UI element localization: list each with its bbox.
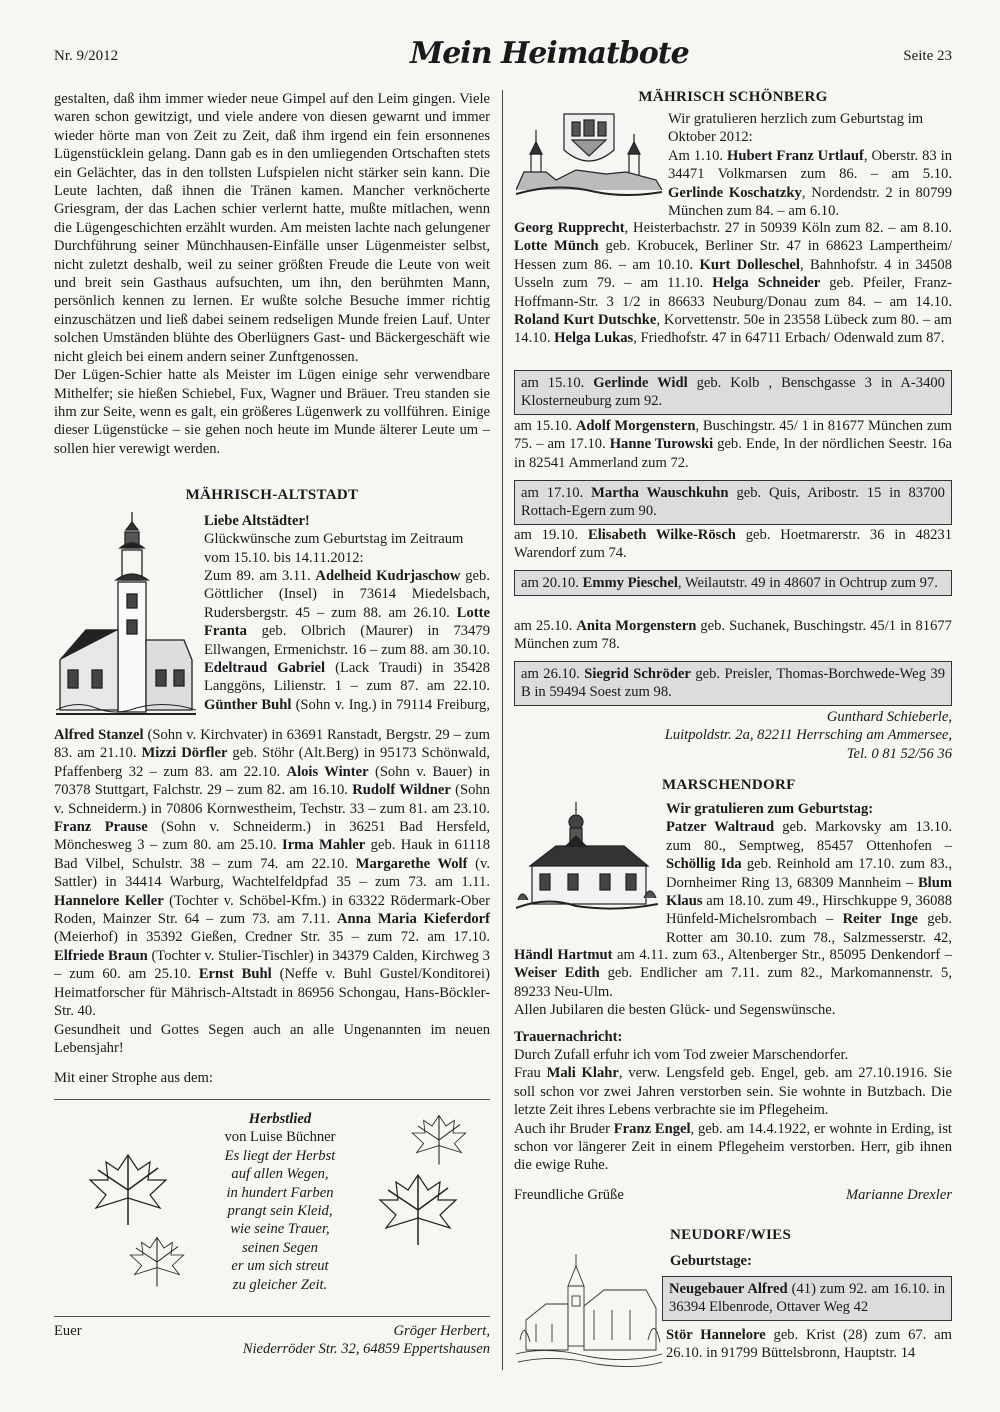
person-name: Emmy Pieschel	[582, 575, 678, 591]
altstadt-intro-line1: Glückwünsche zum Geburtstag im Zeitraum	[204, 531, 464, 548]
entry-date: Zum 89. am 3.11.	[204, 568, 311, 584]
schoenberg-paragraph	[514, 417, 952, 472]
entry-text: geb. Suchanek, Buschingstr. 45/1 in 81677 München zum 78.	[514, 618, 952, 653]
entry-text: (Sohn v. Schneiderm.) in 36251 Bad Hersfeld, Mönchesweg 3 – zum 80. am 25.10.	[54, 819, 490, 854]
person-name: Adolf Morgenstern	[575, 418, 696, 434]
entry-text: , Oberstr. 83 in 34471 Volkmarsen zum 86. – am 5.10.	[668, 148, 952, 183]
entry-text: (Neffe v. Buhl Gustel/Konditorei) Heimatforscher für Mährisch-Altstadt in 86956 Schongau, Hans-Böckler-Str. 40.	[54, 966, 490, 1020]
poem-author: von Luise Büchner	[224, 1129, 336, 1146]
person-name: Mali Klahr	[546, 1065, 619, 1082]
entry-text: geb. Göttlicher (Insel) in 73614 Miedelsbach, Rudersbergstr. 45 – zum 88. am 26.10.	[204, 568, 490, 621]
schoenberg-intro	[668, 110, 952, 147]
entry-text: (Lack Traudi) in 35428 Langgöns, Lilienstr. 1 – zum 87. am 22.10.	[204, 660, 490, 695]
schoenberg-intro-line1: Wir gratulieren herzlich zum Geburtstag im	[668, 111, 924, 127]
entry-date: am 15.10.	[514, 418, 573, 434]
poem-block	[200, 1110, 360, 1294]
trauer-greeting: Freundliche Grüße	[514, 1187, 624, 1203]
entry-text: (Meierhof) in 35392 Gießen, Credner Str. 35 – zum 72. am 17.10.	[54, 929, 490, 946]
altstadt-list-narrow	[204, 567, 490, 715]
person-name: Elfriede Braun	[54, 947, 148, 964]
entry-date: am 26.10.	[521, 666, 580, 682]
altstadt-salutation: Liebe Altstädter!	[204, 513, 310, 529]
section-title-marschendorf: MARSCHENDORF	[662, 777, 796, 793]
neudorf-entry	[666, 1326, 952, 1363]
person-name: Mizzi Dörfler	[141, 745, 228, 762]
entry-text: am 18.10. zum 49., Hirschkuppe 9, 36088 Hünfeld-Michelsrombach –	[666, 893, 952, 928]
entry-text: geb. Pfeiler, Franz-Hoffmann-Str. 3 1/2 in 86633 Neuburg/Donau zum 84. – am 14.10.	[514, 275, 952, 310]
entry-text: geb. Krobucek, Berliner Str. 47 in 68623 Lampertheim/ Hessen zum 86. – am 10.10.	[514, 238, 953, 273]
schoenberg-town-illustration	[516, 110, 662, 196]
poem-line: zu gleicher Zeit.	[232, 1276, 328, 1293]
person-name: Stör Hannelore	[666, 1327, 766, 1343]
person-name: Hanne Turowski	[609, 436, 714, 453]
entry-text: (Tochter v. Schöbel-Kfm.) in 63322 Rödermark-Ober Roden, Mainzer Str. 64 – zum 73. am 7.11.	[54, 892, 490, 928]
story-paragraph-2: Der Lügen-Schier hatte als Meister im Lügen einige sehr verwendbare Mithelfer; sie hießen Schiebel, Fux, Wagner und Bräuer. Treu standen sie ihm zur Seite, wenn es galt, ein größeres Lügenwerk zu vollführen. Einige dieser Lügenstücke – sie gehen noch heute im Munde älterer Leute um – sollen hier verewigt werden.	[54, 367, 490, 457]
entry-text: , Korvettenstr. 50e in 23558 Lübeck zum 80. – am 14.10.	[514, 312, 952, 347]
person-name: Adelheid Kudrjaschow	[315, 568, 461, 584]
altstadt-list-wide	[54, 726, 490, 1088]
person-name: Anita Morgenstern	[576, 618, 697, 634]
schoenberg-paragraph	[514, 526, 952, 563]
altstadt-greeting	[204, 512, 490, 567]
entry-text: geb. Reinhold am 17.10. zum 83., Dornheimer Ring 13, 68309 Mannheim –	[666, 856, 952, 891]
sign-off-address: Niederröder Str. 32, 64859 Eppertshausen	[242, 1341, 490, 1357]
poem-line: auf allen Wegen,	[231, 1166, 329, 1183]
entry-text: geb. Hoetmarerstr. 36 in 48231 Warendorf zum 74.	[514, 527, 953, 562]
highlight-box	[514, 661, 952, 706]
person-name: Hubert Franz Urtlauf	[727, 148, 864, 164]
entry-text: geb. Stöhr (Alt.Berg) in 95173 Schönwald, Pfaffenberg 32 – zum 83. am 22.10.	[54, 745, 491, 780]
trauer-text: , verw. Lengsfeld geb. Engel, geb. am 27.10.1916. Sie soll schon vor zwei Jahren verstorben sein. Sie wohnte in Butzbach. Die letzte Zeit ihres Lebens verbrachte sie im Pflegeheim.	[514, 1065, 952, 1119]
trauer-title: Trauernachricht:	[514, 1028, 623, 1045]
entry-text: geb. Endlicher am 7.11. zum 82., Markomannenstr. 5, 89233 Neu-Ulm.	[514, 965, 952, 1000]
entry-text: (Tochter v. Stulier-Tischler) in 34379 Calden, Kirchweg 3 – zum 60. am 25.10.	[54, 947, 490, 983]
entry-text: , Nordendstr. 2 in 80799 München zum 84. – am 6.10.	[668, 184, 952, 220]
entry-text: , Weilautstr. 49 in 48607 in Ochtrup zum 97.	[677, 575, 938, 591]
poem-bottom-rule	[54, 1316, 490, 1317]
person-name: Edeltraud Gabriel	[204, 660, 326, 677]
poem-line: in hundert Farben	[226, 1184, 334, 1201]
story-paragraph-1: gestalten, daß ihm immer wieder neue Gimpel auf den Leim gingen. Viele waren schon gewitzigt, und viele andere von diesen gewarnt und immer wieder hörte man von Zeit zu Zeit, daß ihm irgend ein fein ersonnenes Lügenstücklein gelang. Dann gab es in den umliegenden Ortschaften stets ein Gelächter, das in den tollsten Lufspielen nicht stärker sein kann. Die Leute lachten, daß ihnen die Tränen kamen. Mancher verknöcherte Griesgram, der das Lachen schier verlernt hatte, mußte mitlachen, wenn die Lügengeschichten erzählt wurden. Am meisten lachte nach gelungener Durchführung seiner Münchhausen-Einfälle unser Lügenmeister selbst, nicht zuletzt deshalb, weil zu seiner größten Freude die Leute von weit und breit sein Gasthaus aufsuchten, um ihn, den berühmten Mann, persönlich kennen zu lernen. Er wußte solche Besuche immer richtig einzuschätzen und ließ dabei seinem redseligen Munde freien Lauf. Unter solchen Umständen blühte des Oberlügners Gast- und Bäckergeschäft wie nicht gleich bei einem andern seiner Zunftgenossen.	[54, 91, 490, 365]
newspaper-logo: Mein Heimatbote	[410, 36, 689, 71]
leaf-icon	[78, 1150, 178, 1230]
signature-phone: Tel. 0 81 52/56 36	[846, 745, 952, 762]
neudorf-subtitle: Geburtstage:	[670, 1253, 752, 1270]
person-name: Patzer Waltraud	[666, 819, 775, 836]
schoenberg-signature	[514, 708, 952, 763]
person-name: Anna Maria Kieferdorf	[337, 911, 490, 928]
poem-line: seinen Segen	[242, 1239, 318, 1256]
poem-line: Es liegt der Herbst	[224, 1147, 336, 1164]
leaf-icon	[404, 1110, 474, 1170]
schoenberg-paragraph	[514, 617, 952, 654]
entry-date: am 19.10.	[514, 527, 579, 543]
person-name: Lotte Franta	[204, 604, 490, 640]
entry-text: geb. Krist (28) zum 67. am 26.10. in 91799 Büttelsbronn, Hauptstr. 14	[666, 1327, 952, 1362]
entry-text: (Sohn v. Schneiderm.) in 70806 Kornwestheim, Techstr. 33 – zum 81. am 23.10.	[54, 782, 490, 817]
story-continuation	[54, 90, 490, 458]
church-marschendorf-illustration	[516, 800, 658, 912]
church-altstadt-illustration	[56, 510, 196, 722]
trauer-text: , geb. am 14.4.1922, er wohnte in Erding, ist schon vor längerer Zeit in einem Pflegeheim verstorben. Herr, gib ihnen die ewige Ruhe.	[514, 1120, 952, 1174]
entry-text: geb. Kolb , Benschgasse 3 in A-3400 Klosterneuburg zum 92.	[521, 375, 945, 410]
section-altstadt	[54, 486, 490, 504]
trauer-prefix: Auch ihr Bruder	[514, 1120, 610, 1137]
person-name: Günther Buhl	[204, 696, 292, 713]
person-name: Roland Kurt Dutschke	[514, 312, 657, 329]
entry-date: am 15.10.	[521, 375, 585, 391]
person-name: Helga Lukas	[554, 330, 634, 347]
section-title-altstadt: MÄHRISCH-ALTSTADT	[185, 487, 359, 503]
trauer-prefix: Frau	[514, 1065, 541, 1082]
entry-text: geb. Preisler, Thomas-Borchwede-Weg 39 B in 59494 Soest zum 98.	[521, 666, 945, 701]
poem-line: wie seine Trauer,	[230, 1221, 330, 1238]
person-name: Händl Hartmut	[514, 947, 613, 963]
entry-text: , Buschingstr. 45/ 1 in 81677 München zum 75. – am 17.10.	[514, 418, 952, 453]
altstadt-closing: Gesundheit und Gottes Segen auch an alle Ungenannten im neuen Lebensjahr!	[54, 1021, 490, 1056]
person-name: Helga Schneider	[712, 275, 821, 292]
person-name: Hannelore Keller	[54, 892, 164, 909]
sign-off-left: Euer	[54, 1323, 82, 1339]
person-name: Ernst Buhl	[198, 966, 272, 983]
entry-text: (Sohn v. Ing.) in 79114 Freiburg,	[295, 696, 490, 713]
poem-line: er um sich streut	[231, 1258, 329, 1275]
schoenberg-list-narrow	[668, 147, 952, 221]
section-marschendorf-title	[662, 776, 952, 794]
person-name: Alois Winter	[286, 763, 369, 780]
section-title-schoenberg: MÄHRISCH SCHÖNBERG	[638, 89, 828, 105]
strophe-intro: Mit einer Strophe aus dem:	[54, 1070, 213, 1087]
neudorf-highlight-box	[662, 1276, 952, 1321]
signature-address: Luitpoldstr. 2a, 82211 Herrsching am Ammersee,	[664, 727, 952, 744]
leaf-icon	[368, 1170, 468, 1250]
person-name: Gerlinde Widl	[593, 375, 688, 391]
entry-text: , Heisterbachstr. 27 in 50939 Köln zum 82. – am 8.10.	[624, 220, 952, 236]
person-name: Elisabeth Wilke-Rösch	[587, 527, 736, 543]
person-name: Alfred Stanzel	[54, 727, 144, 743]
entry-text: geb. Olbrich (Maurer) in 73479 Ellwangen, Ermenichstr. 16 – zum 88. am 30.10.	[204, 623, 490, 658]
entry-text: (v. Sattler) in 34414 Warburg, Wachtelfeldpfad 35 – zum 73. am 1.11.	[54, 855, 490, 891]
person-name: Reiter Inge	[842, 911, 919, 928]
marschendorf-list-narrow	[666, 800, 952, 948]
person-name: Kurt Dolleschel	[699, 256, 800, 273]
issue-number: Nr. 9/2012	[54, 48, 119, 64]
section-schoenberg	[514, 88, 952, 106]
church-neudorf-illustration	[516, 1250, 662, 1370]
poem-line: prangt sein Kleid,	[227, 1203, 333, 1220]
person-name: Irma Mahler	[282, 837, 366, 854]
leaf-icon	[122, 1232, 192, 1292]
person-name: Georg Rupprecht	[514, 220, 625, 236]
marschendorf-greeting: Wir gratulieren zum Geburtstag:	[666, 801, 874, 817]
highlight-box	[514, 370, 952, 415]
entry-text: (Sohn v. Bauer) in 70378 Stuttgart, Falchstr. 29 – zum 82. am 16.10.	[54, 763, 490, 799]
entry-text: geb. Rotter am 30.10. zum 78., Salzmesserstr. 42,	[666, 911, 952, 946]
signature-name: Gunthard Schieberle,	[826, 709, 952, 725]
trauer-line: Durch Zufall erfuhr ich vom Tod zweier Marschendorfer.	[514, 1047, 849, 1064]
person-name: Gerlinde Koschatzky	[668, 184, 802, 201]
highlight-box	[514, 570, 952, 596]
person-name: Franz Engel	[613, 1120, 691, 1137]
column-divider	[502, 90, 503, 1370]
entry-text: , Bahnhofstr. 4 in 34508 Usseln zum 79. – am 11.10.	[514, 256, 953, 292]
entry-text: (41) zum 92. am 16.10. in 36394 Elbenrode, Ottaver Weg 42	[669, 1281, 945, 1316]
poem-top-rule	[54, 1099, 490, 1100]
person-name: Neugebauer Alfred	[669, 1281, 788, 1297]
schoenberg-list-wide	[514, 219, 952, 348]
person-name: Weiser Edith	[514, 965, 600, 982]
poem-title: Herbstlied	[248, 1111, 312, 1127]
section-neudorf	[670, 1226, 952, 1271]
section-title-neudorf: NEUDORF/WIES	[670, 1227, 792, 1243]
entry-text: , Friedhofstr. 47 in 64711 Erbach/ Odenwald zum 87.	[633, 330, 945, 347]
entry-date: am 20.10.	[521, 575, 579, 591]
entry-text: am 4.11. zum 63., Altenberger Str., 85095 Denkendorf –	[617, 947, 952, 963]
entry-text: geb. Hauk in 61118 Bad Vilbel, Schulstr. 38 – zum 74. am 22.10.	[54, 837, 491, 872]
marschendorf-list-wide	[514, 946, 952, 1175]
entry-text: (Sohn v. Kirchvater) in 63691 Ranstadt, Bergstr. 29 – zum 83. am 21.10.	[54, 727, 490, 762]
page-number: Seite 23	[903, 48, 952, 64]
schoenberg-intro-line2: Oktober 2012:	[668, 129, 753, 146]
trauer-signature: Marianne Drexler	[845, 1187, 952, 1203]
sign-off-name: Gröger Herbert,	[393, 1323, 490, 1339]
person-name: Schöllig Ida	[666, 856, 742, 873]
altstadt-intro-line2: vom 15.10. bis 14.11.2012:	[204, 549, 364, 566]
person-name: Blum Klaus	[666, 874, 952, 910]
person-name: Lotte Münch	[514, 238, 599, 255]
person-name: Siegrid Schröder	[584, 666, 691, 682]
entry-text: geb. Markovsky am 13.10. zum 80., Semptweg, 85457 Ottenhofen –	[666, 819, 952, 854]
entry-text: geb. Quis, Aribostr. 15 in 83700 Rottach-Egern zum 90.	[521, 485, 945, 520]
person-name: Martha Wauschkuhn	[591, 485, 729, 501]
entry-date: am 25.10.	[514, 618, 573, 634]
marschendorf-closing: Allen Jubilaren die besten Glück- und Segenswünsche.	[514, 1002, 836, 1019]
entry-date: Am 1.10.	[668, 148, 724, 164]
person-name: Margarethe Wolf	[355, 855, 468, 872]
entry-date: am 17.10.	[521, 485, 584, 501]
highlight-box	[514, 480, 952, 525]
entry-text: geb. Ende, In der nördlichen Seestr. 16a in 82541 Ammerland zum 72.	[514, 436, 953, 471]
person-name: Franz Prause	[54, 819, 148, 836]
person-name: Rudolf Wildner	[352, 782, 451, 799]
